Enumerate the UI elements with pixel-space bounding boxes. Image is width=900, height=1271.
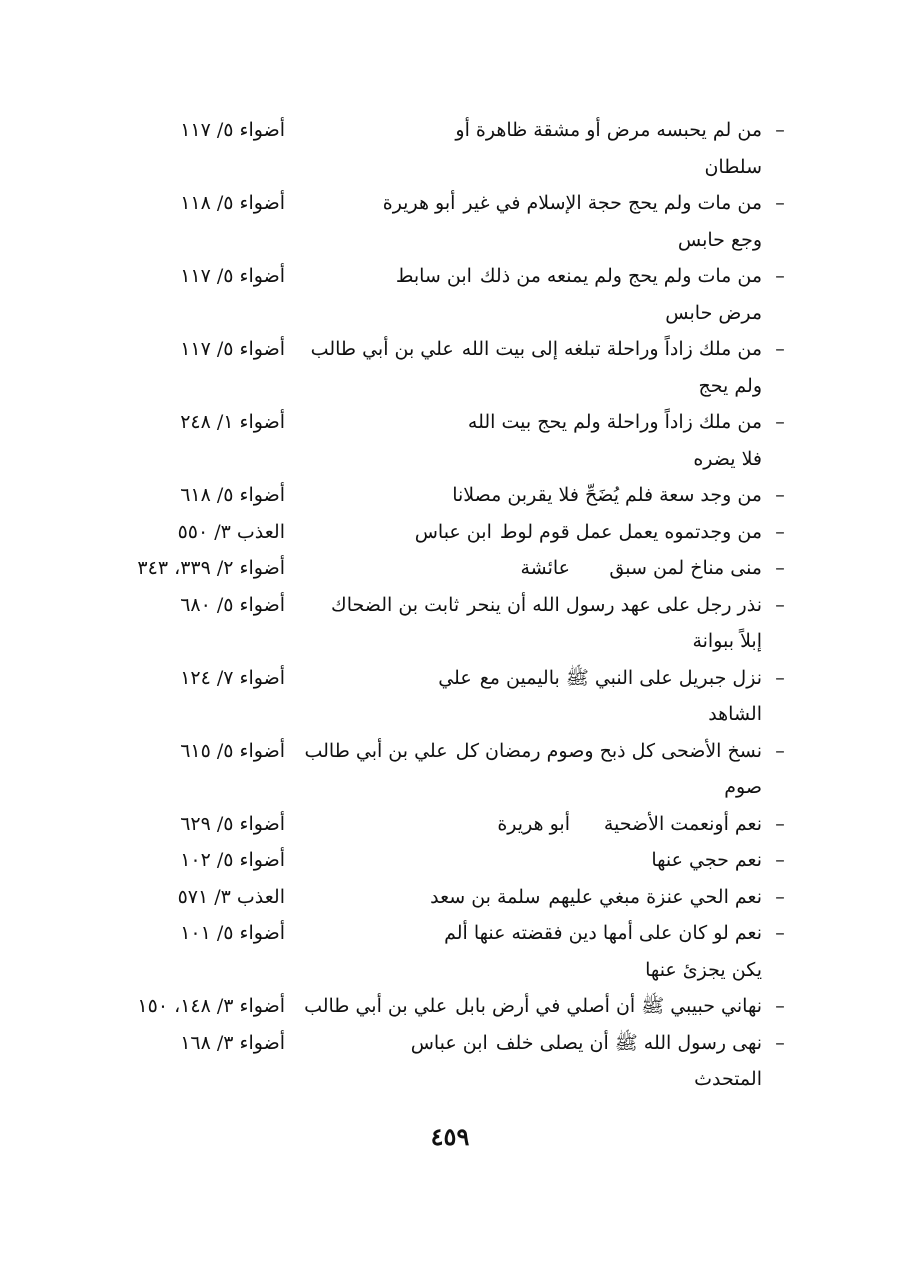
index-entry-line: [110, 185, 790, 222]
source-reference: أضواء ٥/ ٦١٥: [180, 739, 285, 762]
hadith-text-continuation: الشاهد: [708, 703, 762, 725]
index-entry: [110, 660, 790, 733]
hadith-text-continuation: يكن يجزئ عنها: [645, 958, 762, 981]
source-reference: أضواء ٥/ ٦٢٩: [180, 812, 285, 835]
bullet-dash: –: [775, 557, 785, 579]
index-entry: [110, 112, 790, 185]
index-entry-line: [110, 879, 790, 916]
hadith-text-continuation: إبلاً ببوانة: [692, 630, 762, 652]
hadith-text-continuation: سلطان: [704, 155, 762, 178]
hadith-text: نعم لو كان على أمها دين فقضته عنها ألم: [444, 922, 762, 944]
hadith-text: نعم أونعمت الأضحية: [603, 812, 762, 835]
bullet-dash: –: [775, 520, 785, 543]
bullet-dash: –: [775, 666, 785, 689]
index-entry-continuation-line: [110, 441, 790, 478]
narrator: عائشة: [520, 557, 570, 579]
index-entry: [110, 514, 790, 551]
index-entry-line: [110, 587, 790, 624]
index-entry-continuation-line: [110, 952, 790, 989]
bullet-dash: –: [775, 885, 785, 908]
bullet-dash: –: [775, 739, 785, 762]
index-entry: [110, 988, 790, 1025]
index-entry-continuation-line: [110, 222, 790, 259]
source-reference: أضواء ٣/ ١٦٨: [180, 1031, 285, 1054]
source-reference: أضواء ٥/ ١١٨: [180, 192, 285, 214]
index-entry: [110, 550, 790, 587]
source-reference: أضواء ٥/ ١٠١: [180, 922, 285, 944]
hadith-text: من مات ولم يحج ولم يمنعه من ذلك: [479, 265, 762, 287]
index-entry-continuation-line: [110, 769, 790, 806]
hadith-text: من ملك زاداً وراحلة تبلغه إلى بيت الله: [461, 338, 762, 360]
narrator: علي: [438, 666, 472, 689]
hadith-text: نزل جبريل على النبي ﷺ باليمين مع: [479, 666, 762, 689]
hadith-index-list: [110, 112, 790, 1098]
index-entry: [110, 879, 790, 916]
index-entry-line: [110, 550, 790, 587]
index-entry-continuation-line: [110, 295, 790, 332]
bullet-dash: –: [775, 849, 785, 871]
source-reference: أضواء ٢/ ٣٣٩، ٣٤٣: [137, 557, 285, 579]
index-entry: [110, 331, 790, 404]
index-entry-line: [110, 842, 790, 879]
narrator: علي بن أبي طالب: [310, 338, 454, 360]
index-entry: [110, 587, 790, 660]
hadith-text: من مات ولم يحج حجة الإسلام في غير: [463, 192, 762, 214]
hadith-text: من وجدتموه يعمل عمل قوم لوط: [499, 520, 762, 543]
index-entry-line: [110, 477, 790, 514]
source-reference: أضواء ٣/ ١٤٨، ١٥٠: [137, 995, 285, 1017]
index-entry-line: [110, 514, 790, 551]
index-entry: [110, 477, 790, 514]
index-entry: [110, 915, 790, 988]
index-entry-line: [110, 258, 790, 295]
bullet-dash: –: [775, 593, 785, 616]
source-reference: أضواء ٥/ ٦٨٠: [180, 593, 285, 616]
narrator: ابن سابط: [395, 265, 472, 287]
hadith-text: نعم الحي عنزة مبغي عليهم: [548, 885, 762, 908]
hadith-text: نذر رجل على عهد رسول الله أن ينحر: [467, 593, 762, 616]
hadith-text: نسخ الأضحى كل ذبح وصوم رمضان كل: [455, 739, 762, 762]
bullet-dash: –: [775, 192, 785, 214]
narrator: ثابت بن الضحاك: [331, 593, 460, 616]
index-entry: [110, 258, 790, 331]
index-entry-continuation-line: [110, 368, 790, 405]
index-entry-line: [110, 112, 790, 149]
index-entry-line: [110, 404, 790, 441]
hadith-text-continuation: المتحدث: [694, 1068, 762, 1090]
bullet-dash: –: [775, 411, 785, 433]
bullet-dash: –: [775, 922, 785, 944]
narrator: علي بن أبي طالب: [304, 995, 448, 1017]
index-entry: [110, 185, 790, 258]
narrator: ابن عباس: [414, 520, 492, 543]
index-entry: [110, 404, 790, 477]
source-reference: العذب ٣/ ٥٥٠: [177, 520, 285, 543]
source-reference: أضواء ٥/ ١١٧: [180, 338, 285, 360]
index-entry: [110, 1025, 790, 1098]
hadith-text-continuation: وجع حابس: [677, 228, 762, 251]
source-reference: العذب ٣/ ٥٧١: [177, 885, 285, 908]
source-reference: أضواء ٧/ ١٢٤: [180, 666, 285, 689]
hadith-text: من وجد سعة فلم يُضَحِّ فلا يقربن مصلانا: [452, 484, 762, 506]
hadith-text: نهى رسول الله ﷺ أن يصلى خلف: [495, 1031, 762, 1054]
narrator: ابن عباس: [410, 1031, 488, 1054]
index-entry-line: [110, 331, 790, 368]
index-entry: [110, 806, 790, 843]
index-entry-line: [110, 915, 790, 952]
index-entry-line: [110, 988, 790, 1025]
hadith-text: نهاني حبيبي ﷺ أن أصلي في أرض بابل: [455, 995, 762, 1017]
bullet-dash: –: [775, 995, 785, 1017]
index-entry: [110, 733, 790, 806]
hadith-text-continuation: ولم يحج: [698, 374, 762, 397]
narrator: علي بن أبي طالب: [304, 739, 448, 762]
hadith-text-continuation: صوم: [724, 776, 762, 798]
narrator: سلمة بن سعد: [430, 885, 541, 908]
index-entry-continuation-line: [110, 149, 790, 186]
narrator: أبو هريرة: [382, 192, 456, 214]
index-entry-line: [110, 660, 790, 697]
hadith-text-continuation: مرض حابس: [665, 301, 762, 324]
bullet-dash: –: [775, 1031, 785, 1054]
source-reference: أضواء ٥/ ١١٧: [180, 119, 285, 141]
hadith-text: من ملك زاداً وراحلة ولم يحج بيت الله: [467, 411, 762, 433]
bullet-dash: –: [775, 484, 785, 506]
source-reference: أضواء ٥/ ١١٧: [180, 265, 285, 287]
source-reference: أضواء ١/ ٢٤٨: [180, 411, 285, 433]
index-entry-continuation-line: [110, 696, 790, 733]
bullet-dash: –: [775, 119, 785, 141]
index-entry-continuation-line: [110, 1061, 790, 1098]
bullet-dash: –: [775, 265, 785, 287]
source-reference: أضواء ٥/ ٦١٨: [180, 484, 285, 506]
index-entry-line: [110, 733, 790, 770]
page-number: ٤٥٩: [430, 1122, 470, 1151]
source-reference: أضواء ٥/ ١٠٢: [180, 849, 285, 871]
bullet-dash: –: [775, 812, 785, 835]
hadith-text-continuation: فلا يضره: [693, 447, 762, 470]
hadith-text: من لم يحبسه مرض أو مشقة ظاهرة أو: [455, 119, 762, 141]
bullet-dash: –: [775, 338, 785, 360]
index-entry-line: [110, 1025, 790, 1062]
narrator: أبو هريرة: [497, 812, 570, 835]
index-entry: [110, 842, 790, 879]
hadith-text: نعم حجي عنها: [651, 849, 762, 871]
index-entry-line: [110, 806, 790, 843]
index-entry-continuation-line: [110, 623, 790, 660]
hadith-text: منى مناخ لمن سبق: [609, 557, 762, 579]
